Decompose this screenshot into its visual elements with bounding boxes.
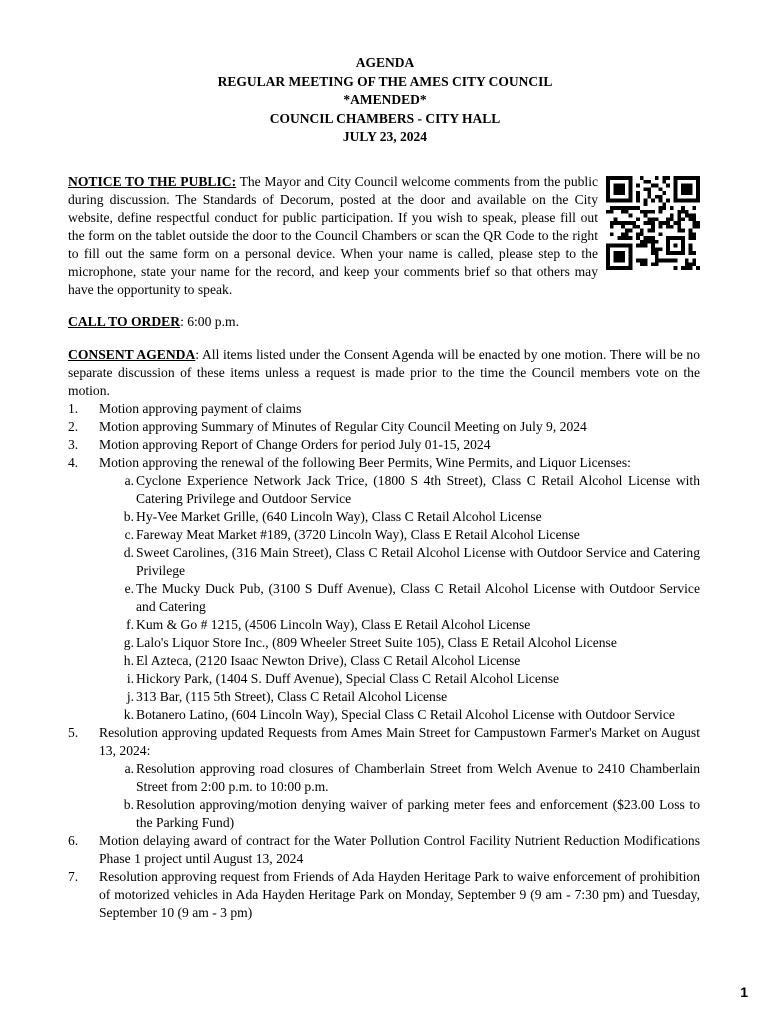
agenda-item-3	[68, 436, 700, 454]
sub-item-text: Sweet Carolines, (316 Main Street), Class C Retail Alcohol License with Outdoor Service and Catering Privilege	[136, 545, 700, 578]
item-number: 4.	[68, 455, 79, 470]
sub-item-4d	[68, 544, 700, 580]
call-to-order-time: : 6:00 p.m.	[180, 314, 239, 329]
sub-item-4e	[68, 580, 700, 616]
sub-item-letter: a.	[124, 473, 134, 488]
agenda-item-5	[68, 724, 700, 760]
consent-intro	[68, 346, 700, 400]
notice-section	[68, 173, 700, 299]
header-location: COUNCIL CHAMBERS - CITY HALL	[269, 110, 501, 126]
item-number: 3.	[68, 437, 79, 452]
sub-item-4g	[68, 634, 700, 652]
call-to-order-label: CALL TO ORDER	[68, 314, 181, 329]
item-number: 2.	[68, 419, 79, 434]
sub-item-text: 313 Bar, (115 5th Street), Class C Retail Alcohol License	[136, 689, 448, 704]
sub-item-text: Resolution approving road closures of Chamberlain Street from Welch Avenue to 2410 Chamberlain Street from 2:00 p.m. to 10:00 p.m.	[136, 761, 700, 794]
notice-label: NOTICE TO THE PUBLIC:	[68, 174, 237, 189]
notice-text: The Mayor and City Council welcome comments from the public during discussion. The Standards of Decorum, posted at the door and available on the City website, define respectful conduct for public participation. If you wish to speak, please fill out the form on the tablet outside the door to the Council Chambers or scan the QR Code to the right to fill out the same form on a personal device. When your name is called, please step to the microphone, state your name for the record, and keep your comments brief so that others may have the opportunity to speak.	[68, 174, 599, 297]
agenda-item-1	[68, 400, 700, 418]
sub-item-4f	[68, 616, 700, 634]
sub-item-text: Kum & Go # 1215, (4506 Lincoln Way), Class E Retail Alcohol License	[136, 617, 531, 632]
qr-code-icon[interactable]	[606, 176, 700, 270]
item-text: Motion approving the renewal of the following Beer Permits, Wine Permits, and Liquor Licenses:	[99, 455, 631, 470]
item-number: 1.	[68, 401, 79, 416]
sub-item-letter: h.	[123, 653, 134, 668]
sub-item-text: Botanero Latino, (604 Lincoln Way), Special Class C Retail Alcohol License with Outdoor Service	[136, 707, 675, 722]
sub-item-4h	[68, 652, 700, 670]
item-text: Motion approving Report of Change Orders for period July 01-15, 2024	[99, 437, 491, 452]
header-amended: *AMENDED*	[343, 92, 427, 107]
sub-item-4b	[68, 508, 700, 526]
sub-item-4a	[68, 472, 700, 508]
sub-item-5b	[68, 796, 700, 832]
consent-agenda-section	[68, 346, 700, 922]
sub-item-letter: i.	[126, 671, 134, 686]
sub-item-letter: d.	[123, 545, 134, 560]
sub-item-text: Cyclone Experience Network Jack Trice, (1800 S 4th Street), Class C Retail Alcohol License with Catering Privilege and Outdoor Service	[136, 473, 700, 506]
item-number: 5.	[68, 725, 79, 740]
sub-item-letter: a.	[124, 761, 134, 776]
sub-item-4c	[68, 526, 700, 544]
item-text: Motion delaying award of contract for the Water Pollution Control Facility Nutrient Reduction Modifications Phase 1 project until August 13, 2024	[99, 833, 700, 866]
item-text: Motion approving payment of claims	[99, 401, 302, 416]
sub-item-text: El Azteca, (2120 Isaac Newton Drive), Class C Retail Alcohol License	[136, 653, 521, 668]
sub-item-letter: j.	[126, 689, 134, 704]
header-date: JULY 23, 2024	[342, 129, 428, 144]
sub-item-text: Resolution approving/motion denying waiver of parking meter fees and enforcement ($23.00 Loss to the Parking Fund)	[136, 797, 700, 830]
header-meeting: REGULAR MEETING OF THE AMES CITY COUNCIL	[217, 73, 553, 89]
sub-item-4j	[68, 688, 700, 706]
sub-item-letter: k.	[123, 707, 134, 722]
header-agenda: AGENDA	[355, 55, 415, 70]
sub-item-letter: c.	[124, 527, 134, 542]
sub-item-4k	[68, 706, 700, 724]
sub-item-5a	[68, 760, 700, 796]
sub-item-letter: g.	[123, 635, 134, 650]
sub-item-letter: b.	[123, 797, 134, 812]
agenda-item-2	[68, 418, 700, 436]
consent-text: : All items listed under the Consent Agenda will be enacted by one motion. There will be no separate discussion of these items unless a request is made prior to the time the Council members vote on the motion.	[68, 347, 701, 398]
item-text: Resolution approving request from Friends of Ada Hayden Heritage Park to waive enforcement of prohibition of motorized vehicles in Ada Hayden Heritage Park on Monday, September 9 (9 am - 7:30 pm) and Tuesday, September 10 (9 am - 3 pm)	[99, 869, 700, 920]
item-number: 6.	[68, 833, 79, 848]
sub-item-letter: b.	[123, 509, 134, 524]
item-text: Motion approving Summary of Minutes of Regular City Council Meeting on July 9, 2024	[99, 419, 587, 434]
sub-item-letter: f.	[126, 617, 134, 632]
item-number: 7.	[68, 869, 79, 884]
agenda-item-4	[68, 454, 700, 472]
page-number: 1	[740, 984, 748, 1000]
sub-item-text: The Mucky Duck Pub, (3100 S Duff Avenue), Class C Retail Alcohol License with Outdoor Service and Catering	[136, 581, 700, 614]
agenda-item-7	[68, 868, 700, 922]
agenda-item-6	[68, 832, 700, 868]
sub-item-text: Hickory Park, (1404 S. Duff Avenue), Special Class C Retail Alcohol License	[136, 671, 560, 686]
item-text: Resolution approving updated Requests from Ames Main Street for Campustown Farmer's Market on August 13, 2024:	[99, 725, 700, 758]
sub-item-text: Hy-Vee Market Grille, (640 Lincoln Way), Class C Retail Alcohol License	[136, 509, 542, 524]
call-to-order	[68, 313, 700, 331]
sub-item-text: Fareway Meat Market #189, (3720 Lincoln Way), Class E Retail Alcohol License	[136, 527, 580, 542]
consent-label: CONSENT AGENDA	[68, 347, 196, 362]
agenda-header	[0, 54, 770, 147]
sub-item-text: Lalo's Liquor Store Inc., (809 Wheeler Street Suite 105), Class E Retail Alcohol License	[136, 635, 617, 650]
sub-item-4i	[68, 670, 700, 688]
sub-item-letter: e.	[124, 581, 134, 596]
